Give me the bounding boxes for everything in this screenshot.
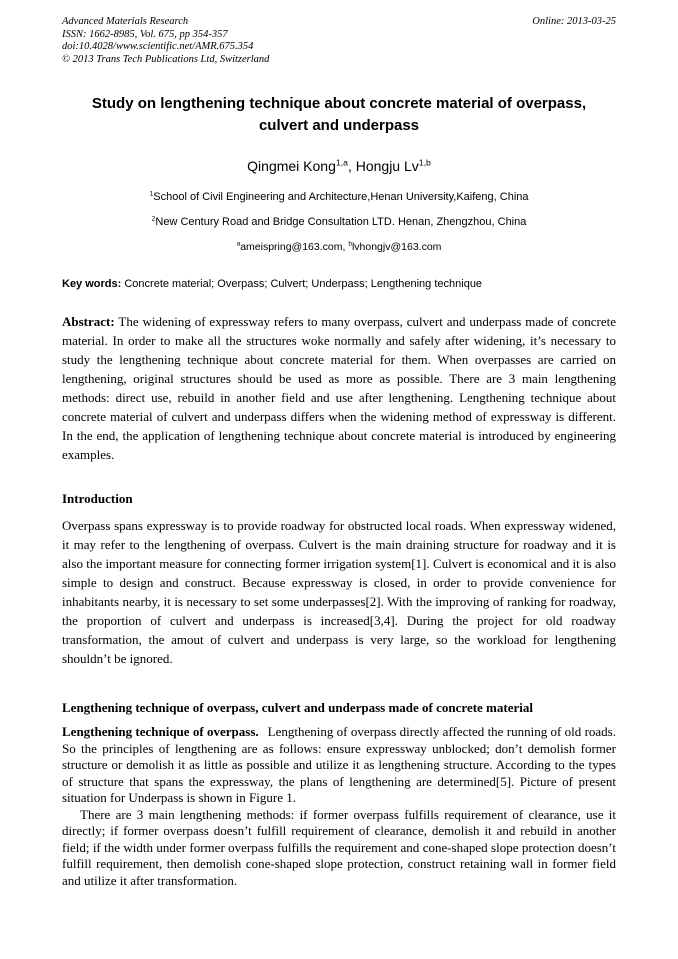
- abstract-label: Abstract:: [62, 314, 115, 329]
- author-separator: ,: [347, 158, 356, 174]
- abstract-text: The widening of expressway refers to many overpass, culvert and underpass made of concrete material. In order to make all the structures woke normally and safely after widening, it’s necessary to study the lengthening technique about concrete material for them. When overpasses are carried on lengthening, original structures should be used as more as possible. There are 3 main lengthening methods: direct use, rebuild in another field and use after lengthening. Lengthening technique about concrete material of culvert and underpass differs when the widening method of expressway is different. In the end, the application of lengthening technique about concrete material is introduced by engineering examples.: [62, 314, 617, 462]
- doi-line: doi:10.4028/www.scientific.net/AMR.675.354: [62, 41, 254, 52]
- keywords-text: Concrete material; Overpass; Culvert; Underpass; Lengthening technique: [124, 278, 483, 290]
- email-a: ameispring@163.com: [240, 241, 343, 253]
- affiliation-1-text: School of Civil Engineering and Architecture,Henan University,Kaifeng, China: [153, 191, 529, 203]
- online-date: Online: 2013-03-25: [532, 16, 616, 27]
- email-b-superscript: b: [348, 240, 352, 248]
- affiliation-2-text: New Century Road and Bridge Consultation LTD. Henan, Zhengzhou, China: [155, 216, 527, 228]
- journal-header-row: [62, 16, 616, 29]
- section-2-paragraph-1: [62, 724, 616, 807]
- affiliation-1: [62, 191, 616, 203]
- author-1-superscript: 1,a: [335, 157, 348, 168]
- affiliation-2-superscript: 2: [151, 215, 156, 223]
- email-separator: ,: [342, 241, 349, 253]
- affiliation-1-superscript: 1: [149, 190, 154, 198]
- paper-title: Study on lengthening technique about concrete material of overpass, culvert and underpass: [91, 95, 587, 134]
- keywords-line: [62, 278, 616, 290]
- journal-header: [62, 16, 616, 66]
- section-2-heading: Lengthening technique of overpass, culvert and underpass made of concrete material: [62, 700, 533, 715]
- abstract-paragraph: [62, 312, 616, 464]
- author-2-name: Hongju Lv: [355, 158, 419, 174]
- author-2-superscript: 1,b: [418, 157, 431, 168]
- introduction-heading: Introduction: [62, 491, 133, 506]
- subsection-overpass-heading: Lengthening technique of overpass.: [62, 724, 259, 739]
- copyright-line: © 2013 Trans Tech Publications Ltd, Switzerland: [62, 53, 270, 65]
- keywords-label: Key words:: [62, 278, 122, 290]
- section-2-paragraph-2: There are 3 main lengthening methods: if former overpass fulfills requirement of clearance, use it directly; if former overpass doesn’t fulfill requirement of clearance, demolish it and rebuild in another field; if the width under former overpass fulfills the requirement and cone-shaped slope protection doesn’t fulfill requirement, then demolish cone-shaped slope protection, construct retaining wall in former field and utilize it after transformation.: [62, 806, 616, 888]
- journal-name: Advanced Materials Research: [62, 16, 189, 27]
- introduction-paragraph: Overpass spans expressway is to provide roadway for obstructed local roads. When expressway widened, it may refer to the lengthening of overpass. Culvert is the main draining structure for roadway and it is also the important measure for connecting former irrigation system[1]. Culvert is economical and it is also simple to design and construct. Because expressway is closed, in order to provide convenience for inhabitants nearby, it is necessary to set some underpasses[2]. With the improving of ranking for roadway, the proportion of culvert and underpass is increased[3,4]. During the project for old roadway transformation, the amout of culvert and underpass is very large, so the workload for lengthening shouldn’t be ignored.: [62, 518, 616, 666]
- authors-line: [62, 158, 616, 174]
- emails-line: [62, 241, 616, 253]
- email-a-superscript: a: [236, 240, 241, 248]
- email-b: lvhongjv@163.com: [351, 241, 442, 253]
- issn-line: ISSN: 1662-8985, Vol. 675, pp 354-357: [62, 28, 228, 40]
- subsection-overpass-text: Lengthening of overpass directly affected the running of old roads. So the principles of lengthening are as follows: ensure expressway unblocked; don’t demolish former structure or demolish it as little as possible and utilize it as lengthening structure. According to the types of structure that spans the expressway, the plans of lengthening are determined[5]. Picture of present situation for Underpass is shown in Figure 1.: [62, 724, 616, 805]
- author-1-name: Qingmei Kong: [247, 158, 336, 174]
- affiliation-2: [62, 216, 616, 228]
